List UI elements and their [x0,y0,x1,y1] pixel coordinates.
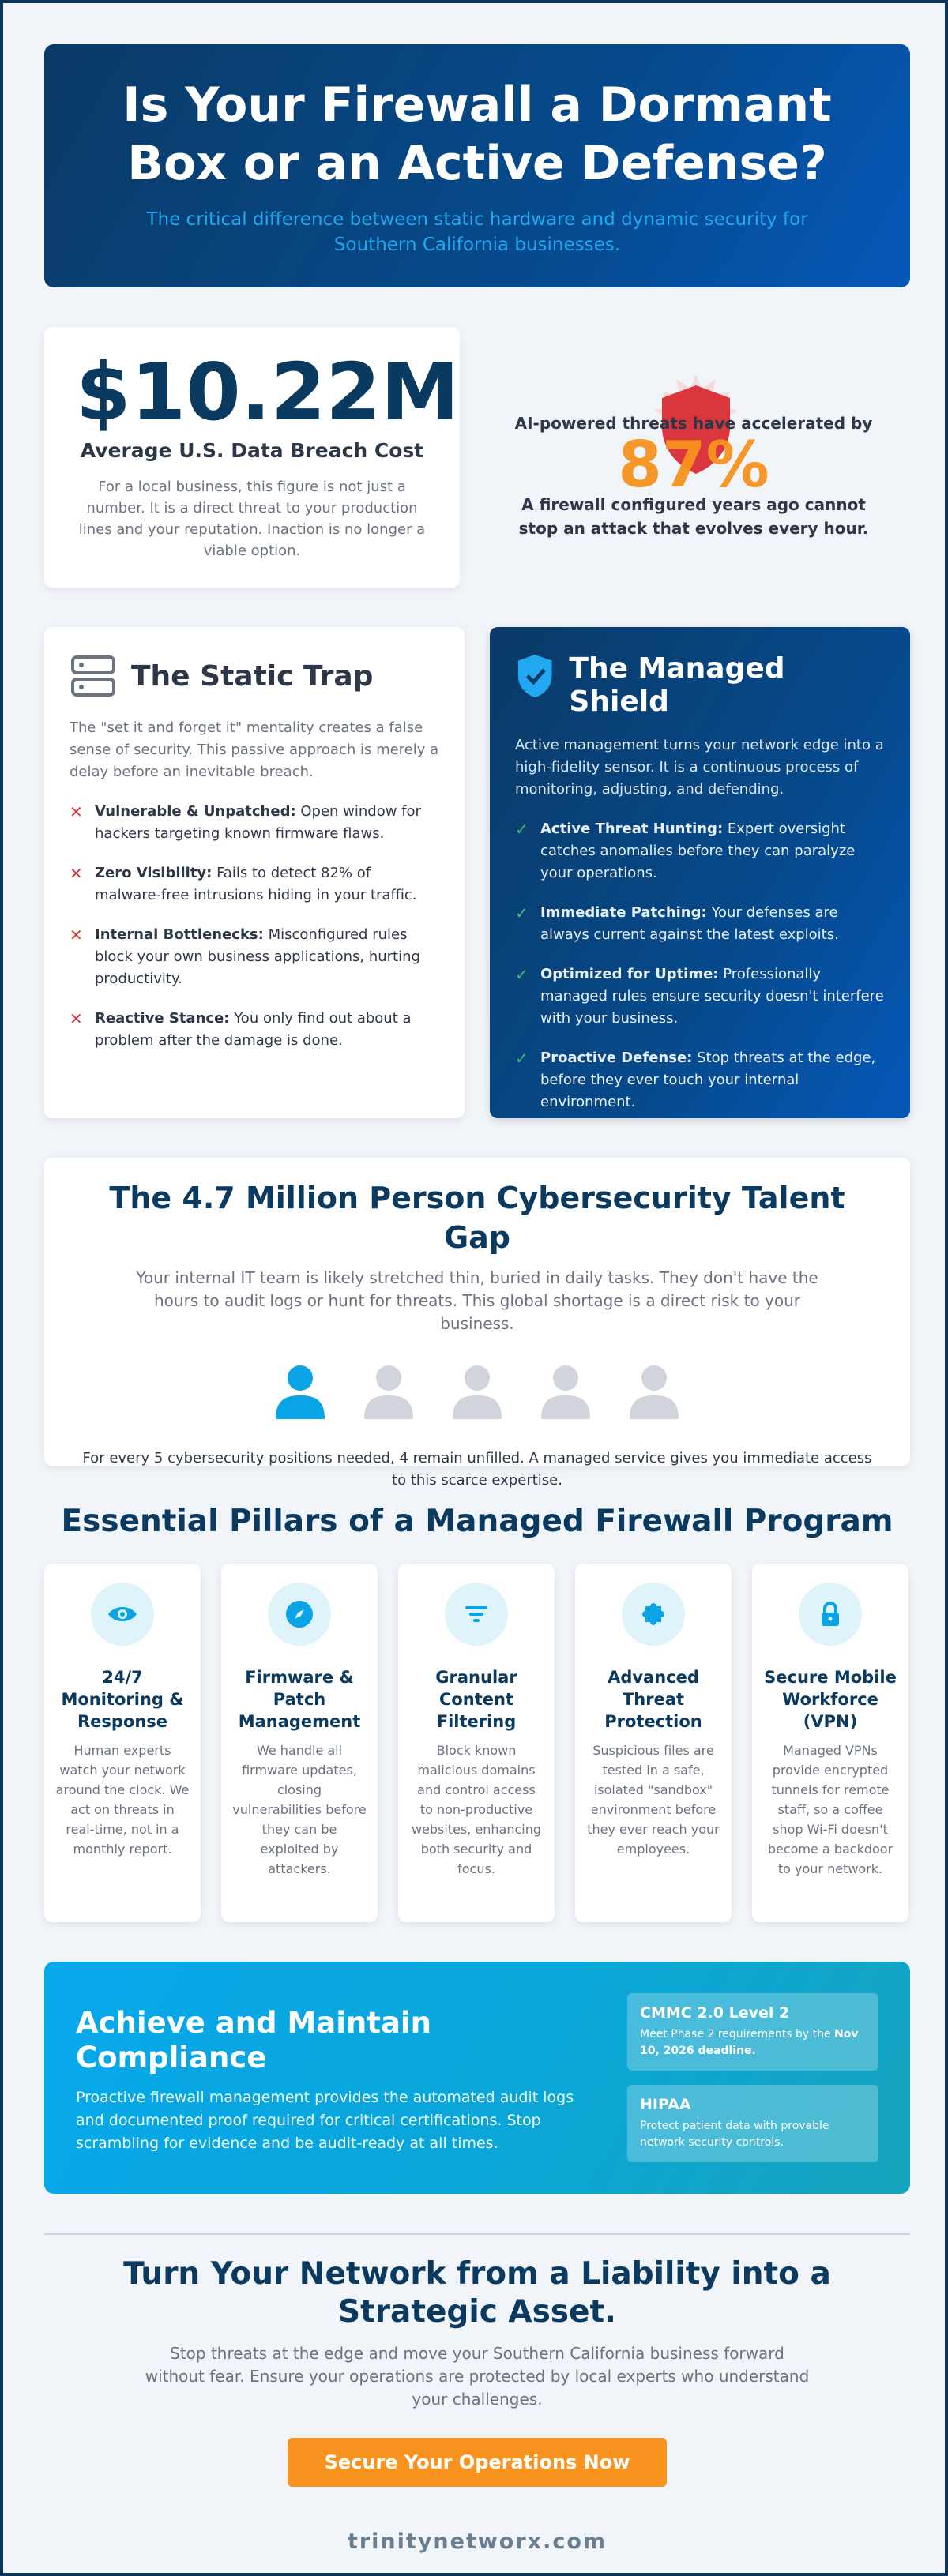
breach-cost-card [44,327,460,588]
people-icons [76,1364,878,1419]
static-trap-card [44,627,465,1118]
list-item: ✓ Optimized for Uptime: Professionally managed rules ensure security doesn't interfere with your business. [515,963,885,1030]
breach-cost-value: $10.22M [76,346,460,438]
pillar-card [575,1564,732,1922]
pillar-card [221,1564,378,1922]
cross-icon: ✕ [70,1009,83,1028]
pillar-text: Block known malicious domains and control access to non-productive websites, enhancing both security and focus. [411,1743,542,1876]
check-icon: ✓ [515,903,529,922]
talent-gap-card [44,1158,910,1489]
cmmc-title: CMMC 2.0 Level 2 [640,2004,790,2022]
pillars-row [44,1564,910,1922]
list-item: ✓ Proactive Defense: Stop threats at the edge, before they ever touch your internal environment. [515,1047,885,1113]
managed-shield-list [515,818,885,1113]
cmmc-text: Meet Phase 2 requirements by the Nov 10, 2026 deadline. [640,2028,859,2057]
managed-shield-title: The Managed Shield [569,652,785,718]
static-trap-title: The Static Trap [131,659,374,693]
eye-icon [107,1598,138,1630]
server-icon [70,652,117,700]
pillar-text: Managed VPNs provide encrypted tunnels for remote staff, so a coffee shop Wi-Fi doesn't become a backdoor to your network. [767,1743,893,1876]
cta-title: Turn Your Network from a Liability into a Strategic Asset. [123,2256,831,2330]
pillar-text: We handle all firmware updates, closing vulnerabilities before they can be exploited by attackers. [232,1743,367,1876]
talent-gap-note: For every 5 cybersecurity positions needed, 4 remain unfilled. A managed service gives you immediate access to this scarce expertise. [82,1450,872,1489]
pillar-title: 24/7 Monitoring & Response [61,1668,184,1731]
shield-check-icon [515,652,555,700]
pillar-card [752,1564,908,1922]
compliance-banner [44,1962,910,2194]
breach-cost-text: For a local business, this figure is not just a number. It is a direct threat to your production lines and your reputation. Inaction is no longer a viable option. [78,479,426,559]
pillar-title: Firmware & Patch Management [238,1668,361,1731]
pillars-title: Essential Pillars of a Managed Firewall Program [61,1504,893,1539]
hipaa-title: HIPAA [640,2096,691,2113]
hero-banner [44,44,910,287]
person-icon [451,1364,503,1419]
lock-icon [814,1598,846,1630]
pillar-text: Human experts watch your network around the clock. We act on threats in real-time, not in a monthly report. [55,1743,190,1857]
static-trap-list [70,801,439,1052]
managed-shield-card [490,627,910,1118]
pillar-title: Granular Content Filtering [435,1668,517,1731]
check-icon: ✓ [515,820,529,839]
puzzle-icon [638,1598,669,1630]
cross-icon: ✕ [70,926,83,944]
ai-threats-text: A firewall configured years ago cannot stop an attack that evolves every hour. [518,495,869,538]
divider [44,2233,910,2235]
list-item: ✕ Vulnerable & Unpatched: Open window for hackers targeting known firmware flaws. [70,801,439,845]
person-icon [628,1364,680,1419]
hero-subtitle: The critical difference between static hardware and dynamic security for Southern California businesses. [146,209,808,255]
managed-shield-intro: Active management turns your network edge into a high-fidelity sensor. It is a continuous process of monitoring, adjusting, and defending. [515,737,884,798]
list-item: ✓ Immediate Patching: Your defenses are always current against the latest exploits. [515,902,885,946]
ai-threats-block [477,327,910,588]
compass-icon [284,1598,315,1630]
talent-gap-title: The 4.7 Million Person Cybersecurity Talent Gap [109,1181,845,1255]
cmmc-box [627,1993,878,2071]
cross-icon: ✕ [70,802,83,821]
hipaa-box [627,2085,878,2162]
ai-threats-percent: 87% [618,428,769,501]
compliance-title: Achieve and Maintain Compliance [76,2006,431,2075]
pillar-card [44,1564,201,1922]
compliance-text: Proactive firewall management provides the automated audit logs and documented proof required for critical certifications. Stop scrambling for evidence and be audit-ready at all times. [76,2089,574,2152]
pillar-title: Advanced Threat Protection [604,1668,702,1731]
list-item: ✕ Internal Bottlenecks: Misconfigured rules block your own business applications, hurting productivity. [70,924,439,990]
static-trap-intro: The "set it and forget it" mentality creates a false sense of security. This passive approach is merely a delay before an inevitable breach. [70,719,439,780]
pillar-title: Secure Mobile Workforce (VPN) [764,1668,897,1731]
talent-gap-subtitle: Your internal IT team is likely stretched thin, buried in daily tasks. They don't have the hours to audit logs or hunt for threats. This global shortage is a direct risk to your business. [136,1268,818,1333]
hero-title: Is Your Firewall a Dormant Box or an Active Defense? [122,77,832,191]
pillar-card [398,1564,555,1922]
list-item: ✕ Zero Visibility: Fails to detect 82% of malware-free intrusions hiding in your traffic. [70,862,439,907]
check-icon: ✓ [515,965,529,984]
person-icon [274,1364,326,1419]
filter-icon [461,1598,492,1630]
hipaa-text: Protect patient data with provable network security controls. [640,2120,830,2149]
footer-domain[interactable]: trinitynetworx.com [347,2529,608,2554]
pillar-text: Suspicious files are tested in a safe, isolated "sandbox" environment before they ever reach your employees. [587,1743,720,1857]
breach-cost-label: Average U.S. Data Breach Cost [80,439,424,462]
cross-icon: ✕ [70,864,83,883]
person-icon [363,1364,415,1419]
person-icon [540,1364,592,1419]
cta-section [44,2255,910,2554]
cta-text: Stop threats at the edge and move your Southern California business forward without fear. Ensure your operations are protected by local experts who understand your challenges. [145,2344,810,2409]
check-icon: ✓ [515,1049,529,1068]
ai-threats-lead: AI-powered threats have accelerated by [514,414,873,433]
list-item: ✕ Reactive Stance: You only find out about a problem after the damage is done. [70,1008,439,1052]
secure-operations-button[interactable]: Secure Your Operations Now [288,2438,667,2487]
list-item: ✓ Active Threat Hunting: Expert oversight catches anomalies before they can paralyze your operations. [515,818,885,884]
